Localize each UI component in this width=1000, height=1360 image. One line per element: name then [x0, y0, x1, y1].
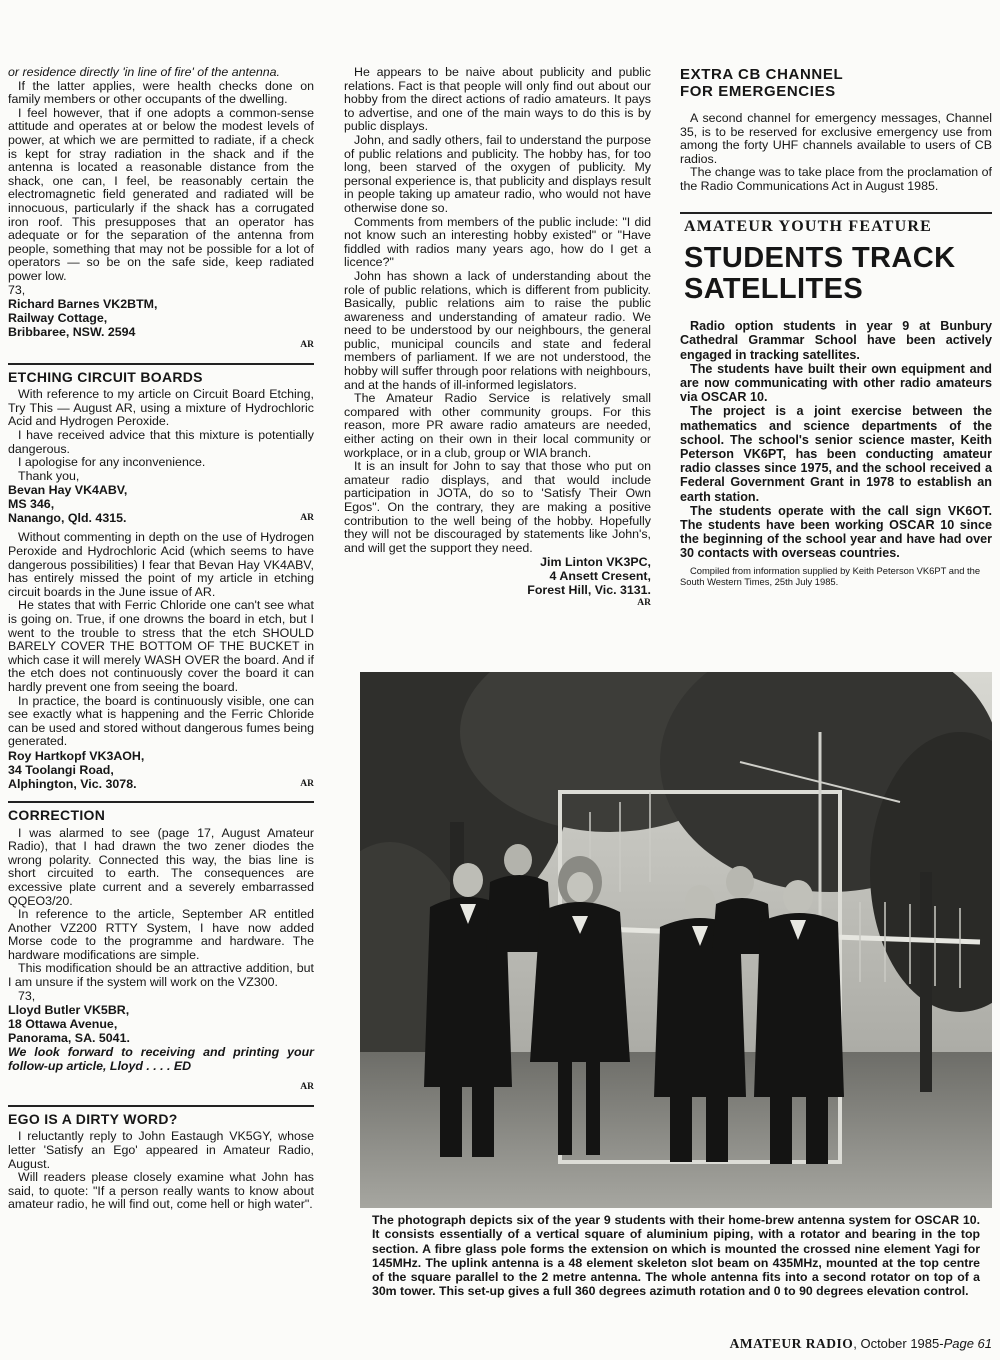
signature-block: [8, 297, 314, 339]
paragraph: The Amateur Radio Service is relatively small compared with other community groups. For this reason, more PR aware radio amateurs are needed, either acting on their own in their local community or workplace, or in a club, group or WIA branch.: [344, 391, 651, 460]
signature-address: Forest Hill, Vic. 3131.: [527, 583, 651, 598]
signature-address: MS 346,: [8, 497, 55, 512]
paragraph: The change was to take place from the proclamation of the Radio Communications Act in August 1985.: [680, 165, 992, 193]
signature-name: Bevan Hay VK4ABV,: [8, 483, 128, 498]
signature-block: [344, 555, 651, 597]
column-left: [8, 66, 314, 1212]
signature-address: Railway Cottage,: [8, 311, 108, 326]
sign-off: 73,: [8, 282, 26, 297]
paragraph: In practice, the board is continuously visible, one can see exactly what is happening and the Ferric Chloride can be used and stored without dangerous fumes being generated.: [8, 693, 314, 749]
lead-paragraph: The project is a joint exercise between the mathematics and science departments of the school. The school's senior science master, Keith Peterson VK6PT, has been conducting amateur radio classes since 1975, and the school received a Federal Government Grant in 1978 to establish an earth station.: [680, 404, 992, 504]
signature-line: [8, 511, 314, 525]
editor-note: We look forward to receiving and printing your follow-up article, Lloyd . . . . ED: [8, 1045, 314, 1074]
signature-line: [8, 777, 314, 791]
signature-name: Richard Barnes VK2BTM,: [8, 297, 158, 312]
section-divider: [680, 212, 992, 214]
paragraph: Thank you,: [18, 468, 80, 483]
continued-paragraph: or residence directly 'in line of fire' of the antenna.: [8, 65, 280, 79]
signature-name: Lloyd Butler VK5BR,: [8, 1003, 130, 1018]
paragraph: John, and sadly others, fail to understand the purpose of public relations and publicity. The hobby has, for too long, been starved of the oxygen of publicity. My personal experience is, that publicity and displays result in people taking up amateur radio, who would not have otherwise done so.: [344, 132, 651, 215]
signature-address: 34 Toolangi Road,: [8, 762, 114, 777]
section-divider: [8, 801, 314, 803]
paragraph: This modification should be an attractive addition, but I am unsure if the system will work on the VZ300.: [8, 961, 314, 990]
section-heading: EGO IS A DIRTY WORD?: [8, 1110, 178, 1127]
paragraph: Comments from members of the public include: "I did not know such an interesting hobby existed" or "Have fiddled with radios many years ago, how do I get a licence?": [344, 214, 651, 270]
paragraph: A second channel for emergency messages, Channel 35, is to be reserved for exclusive emergency use from among the forty UHF channels available to users of CB radios.: [680, 111, 992, 166]
end-mark: AR: [300, 1082, 314, 1093]
signature-block: [8, 483, 314, 525]
paragraph: If the latter applies, were health checks done on family members or other occupants of the dwelling.: [8, 78, 314, 107]
sign-off: 73,: [18, 988, 36, 1003]
signature-address: 18 Ottawa Avenue,: [8, 1017, 118, 1032]
paragraph: He appears to be naive about publicity and public relations. Fact is that people will only find out about our hobby from the direct actions of radio amateurs. It pays to advertise, and one of the main ways to do this is by public displays.: [344, 65, 651, 134]
end-mark: AR: [300, 778, 314, 789]
photo-caption: The photograph depicts six of the year 9 students with their home-brew antenna system for OSCAR 10. It consists essentially of a vertical square of aluminium piping, with a rotator and bearing in the top section. A fibre glass pole forms the extension on which is mounted the crossed nine element Yagi for 145MHz. The uplink antenna is a 48 element skeleton slot beam on 435MHz, mounted at the top centre of the square parallel to the 2 metre antenna. The whole antenna fits into a second rotator on top of a 30m tower. This set-up gives a full 360 degrees azimuth rotation and 0 to 90 degrees elevation control.: [372, 1213, 980, 1299]
section-heading: CORRECTION: [8, 806, 106, 823]
section-divider: [8, 1105, 314, 1107]
headline-line: STUDENTS TRACK: [684, 242, 956, 275]
paragraph: John has shown a lack of understanding about the role of public relations, which is different from publicity. Basically, public relations aim to raise the public awareness and understanding of amateur radio. We need to be understood by our neighbours, the general public, municipal councils and state and federal members of parliament. If we are not understood, the hobby will suffer through poor relations with neighbours, and at the hands of ill-informed legislators.: [344, 268, 651, 392]
signature-name: Roy Hartkopf VK3AOH,: [8, 748, 145, 763]
heading-line: FOR EMERGENCIES: [680, 83, 836, 100]
section-divider: [8, 363, 314, 365]
paragraph: In reference to the article, September AR entitled Another VZ200 RTTY System, I have now added Morse code to the programme and hardware. The hardware modifications are simple.: [8, 907, 314, 962]
paragraph: Will readers please closely examine what John has said, to quote: "If a person really wants to know about amateur radio, he will find out, come hell or high water".: [8, 1170, 314, 1212]
paragraph: I have received advice that this mixture is potentially dangerous.: [8, 428, 314, 456]
column-right: [680, 66, 992, 587]
signature-block: [8, 749, 314, 791]
publication-name: AMATEUR RADIO: [729, 1336, 854, 1351]
end-mark: AR: [637, 598, 651, 609]
column-middle: [344, 66, 651, 611]
lead-paragraph: Radio option students in year 9 at Bunbury Cathedral Grammar School have been actively engaged in tracking satellites.: [680, 319, 992, 362]
section-heading: [680, 66, 992, 100]
signature-address: Nanango, Qld. 4315.: [8, 511, 127, 526]
feature-headline: [684, 243, 992, 305]
issue-date: , October 1985-: [853, 1336, 944, 1351]
student-antenna-photo: [360, 672, 992, 1208]
end-mark: AR: [300, 340, 314, 351]
section-heading: ETCHING CIRCUIT BOARDS: [8, 368, 203, 385]
paragraph: I was alarmed to see (page 17, August Amateur Radio), that I had drawn the two zener diodes the wrong polarity. Connected this way, the bias line is short circuited to earth. The consequences are excessive plate current and a severely embarrassed QQEO3/20.: [8, 825, 314, 908]
paragraph: It is an insult for John to say that those who put on amateur radio displays, and that would include participation in JOTA, do so to 'Satisfy Their Own Egos". On the contrary, they are making a positive contribution to the well being of the hobby. Hopefully they will not be discouraged by statements like John's, and will get the support they need.: [344, 459, 651, 555]
heading-line: EXTRA CB CHANNEL: [680, 66, 844, 83]
signature-address: Alphington, Vic. 3078.: [8, 776, 137, 791]
paragraph: He states that with Ferric Chloride one can't see what is going on. True, if one drowns the board in etch, but I went to the trouble to stress that the etch SHOULD BARELY COVER THE BOTTOM OF THE BUCKET in which case it will merely WASH OVER the board. And if the etch does not continuously cover the board it can hardly prevent one from seeing the board.: [8, 598, 314, 694]
signature-block: [8, 1003, 314, 1073]
feature-kicker: AMATEUR YOUTH FEATURE: [684, 217, 933, 235]
page-number: Page 61: [943, 1336, 992, 1351]
signature-name: Jim Linton VK3PC,: [540, 555, 651, 570]
paragraph: I apologise for any inconvenience.: [18, 455, 206, 470]
page-footer: [686, 1336, 992, 1352]
photo-illustration: [360, 672, 992, 1208]
paragraph: I reluctantly reply to John Eastaugh VK5GY, whose letter 'Satisfy an Ego' appeared in Amateur Radio, August.: [8, 1129, 314, 1171]
paragraph: I feel however, that if one adopts a common-sense attitude and operates at or below the modest levels of power, at which we are permitted to radiate, if a check is kept for stray radiation in the shack and if the antenna is located a reasonable distance from the shack, one can, I feel, be reasonably certain the electromagnetic field generated and radiated will be innocuous, particularly if the shack has a corrugated iron roof. This presupposes that an operator has adequate or for the separation of the antenna from people, something that may not be possible for a lot of operators — so be on the safe side, keep radiated power low.: [8, 105, 314, 283]
source-credit: Compiled from information supplied by Keith Peterson VK6PT and the South Western Times, 25th July 1985.: [680, 564, 981, 587]
lead-paragraph: The students have built their own equipment and are now communicating with other radio amateurs via OSCAR 10.: [680, 361, 992, 405]
signature-address: Panorama, SA. 5041.: [8, 1031, 130, 1046]
signature-address: Bribbaree, NSW. 2594: [8, 325, 136, 340]
signature-address: 4 Ansett Cresent,: [549, 569, 651, 584]
paragraph: With reference to my article on Circuit Board Etching, Try This — August AR, using a mixture of Hydrochloric Acid and Hydrogen Peroxide.: [8, 387, 314, 429]
headline-line: SATELLITES: [684, 273, 864, 306]
paragraph: Without commenting in depth on the use of Hydrogen Peroxide and Hydrochloric Acid (which seems to have dangerous possibilities) I fear that Bevan Hay VK4ABV, has entirely missed the point of my article in etching circuit boards in the June issue of AR.: [8, 530, 314, 599]
end-mark: AR: [300, 513, 314, 524]
lead-paragraph: The students operate with the call sign VK6OT. The students have been working OSCAR 10 since the beginning of the school year and have had over 30 contacts with overseas countries.: [680, 503, 992, 561]
